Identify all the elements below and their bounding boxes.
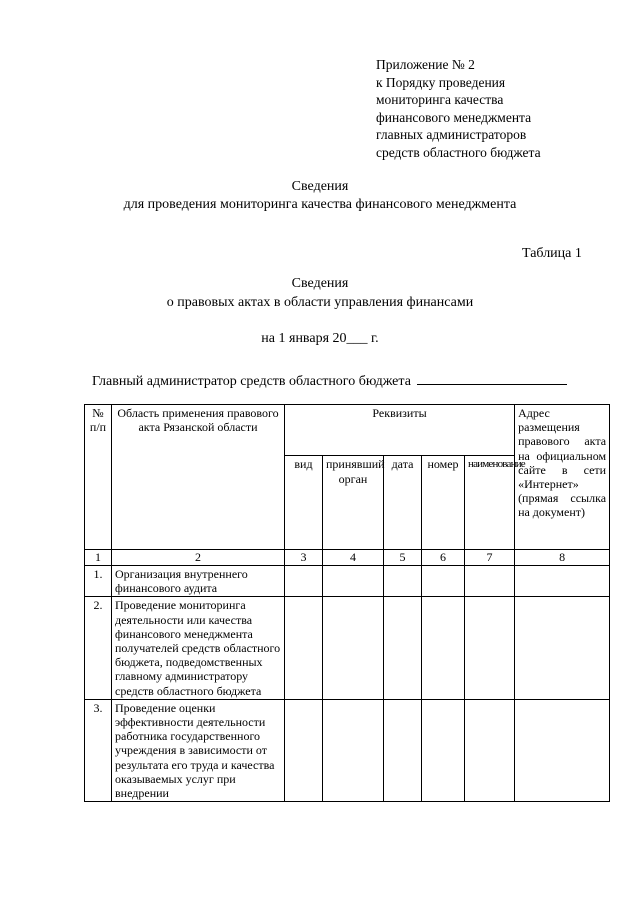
admin-fill-line [417, 372, 567, 385]
header-area: Область применения правового акта Рязанской области [112, 405, 285, 550]
appendix-block [376, 56, 541, 162]
cell-name [465, 597, 515, 699]
cell-type [285, 566, 323, 597]
section-subtitle: для проведения мониторинга качества финансового менеджмента [123, 197, 517, 212]
cell-date [384, 566, 422, 597]
table-row [85, 699, 610, 801]
row-num: 2. [85, 597, 112, 699]
appendix-line: финансового менеджмента [376, 109, 532, 125]
appendix-line: средств областного бюджета [376, 144, 541, 160]
table-title: Сведения [291, 276, 349, 291]
column-number: 6 [422, 550, 465, 566]
column-number: 7 [465, 550, 515, 566]
cell-name [465, 699, 515, 801]
appendix-line: мониторинга качества [376, 92, 504, 108]
row-num: 3. [85, 699, 112, 801]
header-number: номер [422, 456, 465, 550]
column-number: 8 [515, 550, 610, 566]
column-number-row [85, 550, 610, 566]
section-title: Сведения [291, 179, 349, 194]
header-date: дата [384, 456, 422, 550]
appendix-line: Приложение № 2 [376, 57, 475, 72]
cell-address [515, 566, 610, 597]
cell-date [384, 597, 422, 699]
header-requisites: Реквизиты [285, 405, 515, 456]
column-number: 5 [384, 550, 422, 566]
admin-label: Главный администратор средств областного бюджета [92, 374, 411, 389]
appendix-line: главных администраторов [376, 127, 527, 143]
column-number: 2 [112, 550, 285, 566]
appendix-line: к Порядку проведения [376, 74, 506, 90]
cell-number [422, 566, 465, 597]
header-name: наименование [465, 456, 515, 550]
header-address: Адрес размещения правового акта на официальном сайте в сети «Интернет» (прямая ссылка на документ) [515, 405, 610, 550]
report-date: на 1 января 20___ г. [261, 331, 379, 346]
cell-address [515, 597, 610, 699]
legal-acts-table [84, 404, 610, 802]
table-row [85, 566, 610, 597]
cell-name [465, 566, 515, 597]
row-area: Проведение мониторинга деятельности или качества финансового менеджмента получателей средств областного бюджета, подведомственных главному администратору средств областного бюджета [112, 597, 285, 699]
header-num: № п/п [85, 405, 112, 550]
cell-authority [323, 699, 384, 801]
column-number: 4 [323, 550, 384, 566]
row-area: Организация внутреннего финансового аудита [112, 566, 285, 597]
table-row [85, 597, 610, 699]
header-row-1 [85, 405, 610, 456]
table-label: Таблица 1 [522, 246, 582, 261]
cell-authority [323, 566, 384, 597]
cell-type [285, 699, 323, 801]
cell-address [515, 699, 610, 801]
row-area: Проведение оценки эффективности деятельности работника государственного учреждения в зависимости от результата его труда и качества оказываемых услуг при внедрении [112, 699, 285, 801]
cell-type [285, 597, 323, 699]
row-num: 1. [85, 566, 112, 597]
cell-authority [323, 597, 384, 699]
cell-number [422, 597, 465, 699]
column-number: 3 [285, 550, 323, 566]
table-subtitle: о правовых актах в области управления финансами [166, 295, 474, 310]
column-number: 1 [85, 550, 112, 566]
cell-date [384, 699, 422, 801]
header-authority: принявший орган [323, 456, 384, 550]
header-type: вид [285, 456, 323, 550]
cell-number [422, 699, 465, 801]
admin-label-row [92, 372, 567, 390]
